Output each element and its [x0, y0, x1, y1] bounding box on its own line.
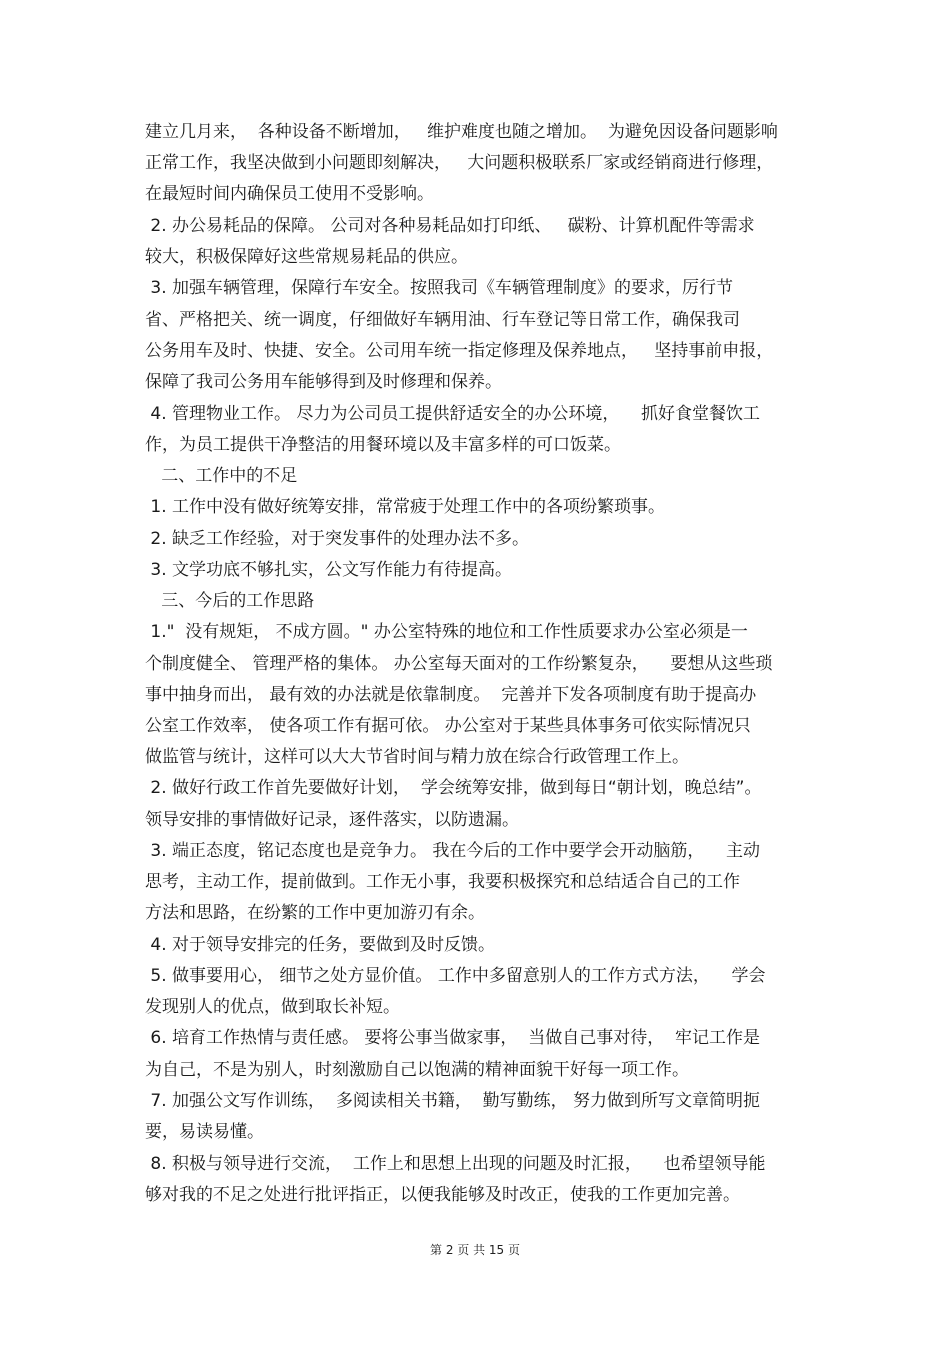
text-line: 在最短时间内确保员工使用不受影响。 [145, 184, 434, 204]
text-line: 公务用车及时、快捷、安全。公司用车统一指定修理及保养地点， 坚持事前申报， [145, 341, 774, 361]
text-line: 公室工作效率， 使各项工作有据可依。 办公室对于某些具体事务可依实际情况只 [145, 716, 751, 736]
text-line: 要，易读易懂。 [145, 1122, 264, 1142]
text-line: 省、严格把关、统一调度，仔细做好车辆用油、行车登记等日常工作，确保我司 [145, 310, 740, 330]
text-line: 方法和思路，在纷繁的工作中更加游刃有余。 [145, 903, 485, 923]
text-line: 较大，积极保障好这些常规易耗品的供应。 [145, 247, 468, 267]
text-line: 2. 做好行政工作首先要做好计划， 学会统筹安排，做到每日“朝计划，晚总结”。 [145, 778, 762, 798]
text-line: 发现别人的优点，做到取长补短。 [145, 997, 400, 1017]
text-line: 3. 文学功底不够扎实，公文写作能力有待提高。 [145, 560, 513, 580]
text-line: 二、工作中的不足 [145, 466, 298, 486]
text-line: 3. 加强车辆管理，保障行车安全。按照我司《车辆管理制度》的要求，厉行节 [145, 278, 734, 298]
text-line: 5. 做事要用心， 细节之处方显价值。 工作中多留意别人的工作方式方法， 学会 [145, 966, 766, 986]
text-line: 8. 积极与领导进行交流， 工作上和思想上出现的问题及时汇报， 也希望领导能 [145, 1154, 766, 1174]
text-line: 建立几月来， 各种设备不断增加， 维护难度也随之增加。 为避免因设备问题影响 [145, 122, 778, 142]
text-line: 3. 端正态度，铭记态度也是竞争力。 我在今后的工作中要学会开动脑筋， 主动 [145, 841, 761, 861]
text-line: 2. 缺乏工作经验，对于突发事件的处理办法不多。 [145, 529, 530, 549]
page-footer: 第 2 页 共 15 页 [430, 1243, 520, 1257]
text-line: 领导安排的事情做好记录，逐件落实，以防遗漏。 [145, 810, 519, 830]
text-line: 作，为员工提供干净整洁的用餐环境以及丰富多样的可口饭菜。 [145, 435, 621, 455]
text-line: 三、今后的工作思路 [145, 591, 315, 611]
text-line: 正常工作，我坚决做到小问题即刻解决， 大问题积极联系厂家或经销商进行修理， [145, 153, 774, 173]
text-line: 6. 培育工作热情与责任感。 要将公事当做家事， 当做自己事对待， 牢记工作是 [145, 1028, 761, 1048]
text-line: 思考，主动工作，提前做到。工作无小事，我要积极探究和总结适合自己的工作 [145, 872, 740, 892]
text-line: 个制度健全、 管理严格的集体。 办公室每天面对的工作纷繁复杂， 要想从这些琐 [145, 654, 773, 674]
text-line: 做监管与统计，这样可以大大节省时间与精力放在综合行政管理工作上。 [145, 747, 689, 767]
text-line: 7. 加强公文写作训练， 多阅读相关书籍， 勤写勤练， 努力做到所写文章简明扼 [145, 1091, 761, 1111]
text-line: 事中抽身而出， 最有效的办法就是依靠制度。 完善并下发各项制度有助于提高办 [145, 685, 757, 705]
text-line: 2. 办公易耗品的保障。 公司对各种易耗品如打印纸、 碳粉、计算机配件等需求 [145, 216, 755, 236]
text-line: 1. 工作中没有做好统筹安排，常常疲于处理工作中的各项纷繁琐事。 [145, 497, 666, 517]
text-line: 4. 管理物业工作。 尽力为公司员工提供舒适安全的办公环境， 抓好食堂餐饮工 [145, 404, 761, 424]
text-line: 为自己，不是为别人，时刻激励自己以饱满的精神面貌干好每一项工作。 [145, 1060, 689, 1080]
text-line: 够对我的不足之处进行批评指正，以便我能够及时改正，使我的工作更加完善。 [145, 1185, 740, 1205]
text-line: 保障了我司公务用车能够得到及时修理和保养。 [145, 372, 502, 392]
text-line: 1." 没有规矩， 不成方圆。" 办公室特殊的地位和工作性质要求办公室必须是一 [145, 622, 748, 642]
text-line: 4. 对于领导安排完的任务，要做到及时反馈。 [145, 935, 496, 955]
